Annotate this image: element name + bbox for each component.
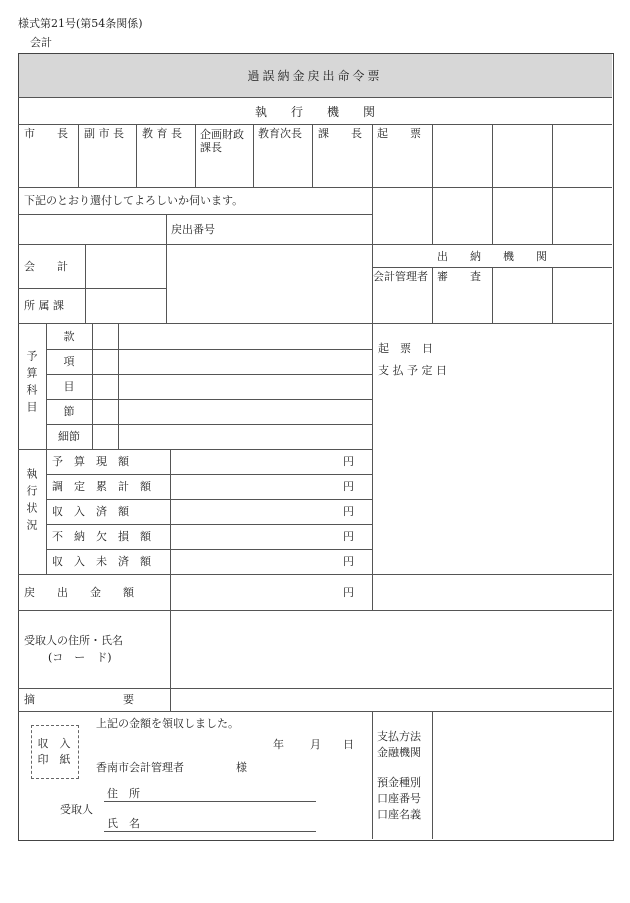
yen-unit: 円 <box>343 555 354 568</box>
name-underline <box>104 831 316 832</box>
line <box>552 124 553 244</box>
account-number-label: 口座番号 <box>377 792 421 805</box>
line <box>18 187 612 188</box>
payment-date-label: 支 払 予 定 日 <box>378 364 447 377</box>
return-number-label: 戻出番号 <box>171 223 215 236</box>
line <box>18 244 612 245</box>
line <box>432 267 433 323</box>
line <box>85 244 86 323</box>
line <box>78 124 79 187</box>
line <box>18 97 612 98</box>
line <box>18 574 612 575</box>
yen-unit: 円 <box>343 586 354 599</box>
line <box>46 499 372 500</box>
line <box>492 267 493 323</box>
budget-label: 予算科目 <box>25 350 38 418</box>
summary-label: 摘 要 <box>24 693 134 706</box>
cash-org-title: 出 納 機 関 <box>437 250 547 263</box>
recipient-code-label: (コ ー ド) <box>48 651 112 664</box>
deposit-type-label: 預金種別 <box>377 776 421 789</box>
stamp-line2: 印 紙 <box>37 753 71 766</box>
position-finance-head: 企画財政課長 <box>200 128 244 154</box>
line <box>195 124 196 187</box>
return-amount-label: 戻 出 金 額 <box>24 586 134 599</box>
line <box>46 399 372 400</box>
yen-unit: 円 <box>343 480 354 493</box>
line <box>18 214 372 215</box>
yen-unit: 円 <box>343 505 354 518</box>
position-section-chief: 課 長 <box>318 127 362 140</box>
form-title: 過誤納金戻出命令票 <box>247 69 383 83</box>
request-text: 下記のとおり還付してよろしいか伺います。 <box>24 194 244 207</box>
line <box>92 323 93 449</box>
position-superintendent: 教 育 長 <box>142 127 182 140</box>
line <box>46 549 372 550</box>
line <box>18 323 612 324</box>
budget-item: 節 <box>63 405 75 418</box>
line <box>136 124 137 187</box>
revenue-stamp-box <box>31 725 79 779</box>
position-deputy-edu: 教育次長 <box>258 127 302 140</box>
line <box>46 424 372 425</box>
line <box>166 214 167 323</box>
budget-item: 目 <box>63 380 75 393</box>
line <box>118 323 119 449</box>
line <box>492 124 493 244</box>
line <box>18 711 612 712</box>
execution-row-label: 収 入 未 済 額 <box>52 555 151 568</box>
line <box>170 610 171 711</box>
stamp-line1: 収 入 <box>37 737 71 750</box>
honorific: 様 <box>236 761 247 774</box>
position-mayor: 市 長 <box>24 127 68 140</box>
date-day: 日 <box>343 738 354 751</box>
line <box>552 267 553 323</box>
affiliated-dept-label: 所 属 課 <box>24 299 64 312</box>
line <box>372 574 373 610</box>
position-drafter: 起 票 <box>377 127 421 140</box>
form-number: 様式第21号(第54条関係) <box>18 17 143 30</box>
budget-item: 項 <box>63 355 75 368</box>
line <box>18 288 166 289</box>
recipient-address-label: 受取人の住所・氏名 <box>24 634 123 647</box>
name-label: 氏 名 <box>107 817 140 830</box>
line <box>46 349 372 350</box>
exec-org-title: 執 行 機 関 <box>254 105 375 119</box>
received-text: 上記の金額を領収しました。 <box>96 717 239 730</box>
execution-row-label: 予 算 現 額 <box>52 455 129 468</box>
date-year: 年 <box>273 738 284 751</box>
address-underline <box>104 801 316 802</box>
line <box>372 124 373 574</box>
budget-item: 細節 <box>58 430 80 443</box>
line <box>18 124 612 125</box>
line <box>170 449 171 610</box>
bank-label: 金融機関 <box>377 746 421 759</box>
line <box>46 474 372 475</box>
line <box>18 688 612 689</box>
line <box>432 124 433 244</box>
line <box>46 524 372 525</box>
line <box>46 374 372 375</box>
line <box>18 449 372 450</box>
line <box>372 711 373 839</box>
line <box>312 124 313 187</box>
line <box>432 711 433 839</box>
address-label: 住 所 <box>107 787 140 800</box>
execution-row-label: 収 入 済 額 <box>52 505 129 518</box>
accounts-label: 会 計 <box>24 260 68 273</box>
yen-unit: 円 <box>343 455 354 468</box>
yen-unit: 円 <box>343 530 354 543</box>
execution-row-label: 調 定 累 計 額 <box>52 480 151 493</box>
accounting-manager-label: 会計管理者 <box>373 270 428 283</box>
audit-label: 審 査 <box>437 270 481 283</box>
execution-row-label: 不 納 欠 損 額 <box>52 530 151 543</box>
account-name-label: 口座名義 <box>377 808 421 821</box>
line <box>253 124 254 187</box>
recipient-label: 受取人 <box>60 803 93 816</box>
payment-method-label: 支払方法 <box>377 730 421 743</box>
execution-label: 執行状況 <box>25 468 38 536</box>
dept-label: 会計 <box>30 36 52 49</box>
draft-date-label: 起 票 日 <box>378 342 433 355</box>
line <box>18 610 612 611</box>
budget-item: 款 <box>63 330 75 343</box>
addressee: 香南市会計管理者 <box>96 761 184 774</box>
position-deputy-mayor: 副 市 長 <box>84 127 124 140</box>
date-month: 月 <box>310 738 321 751</box>
